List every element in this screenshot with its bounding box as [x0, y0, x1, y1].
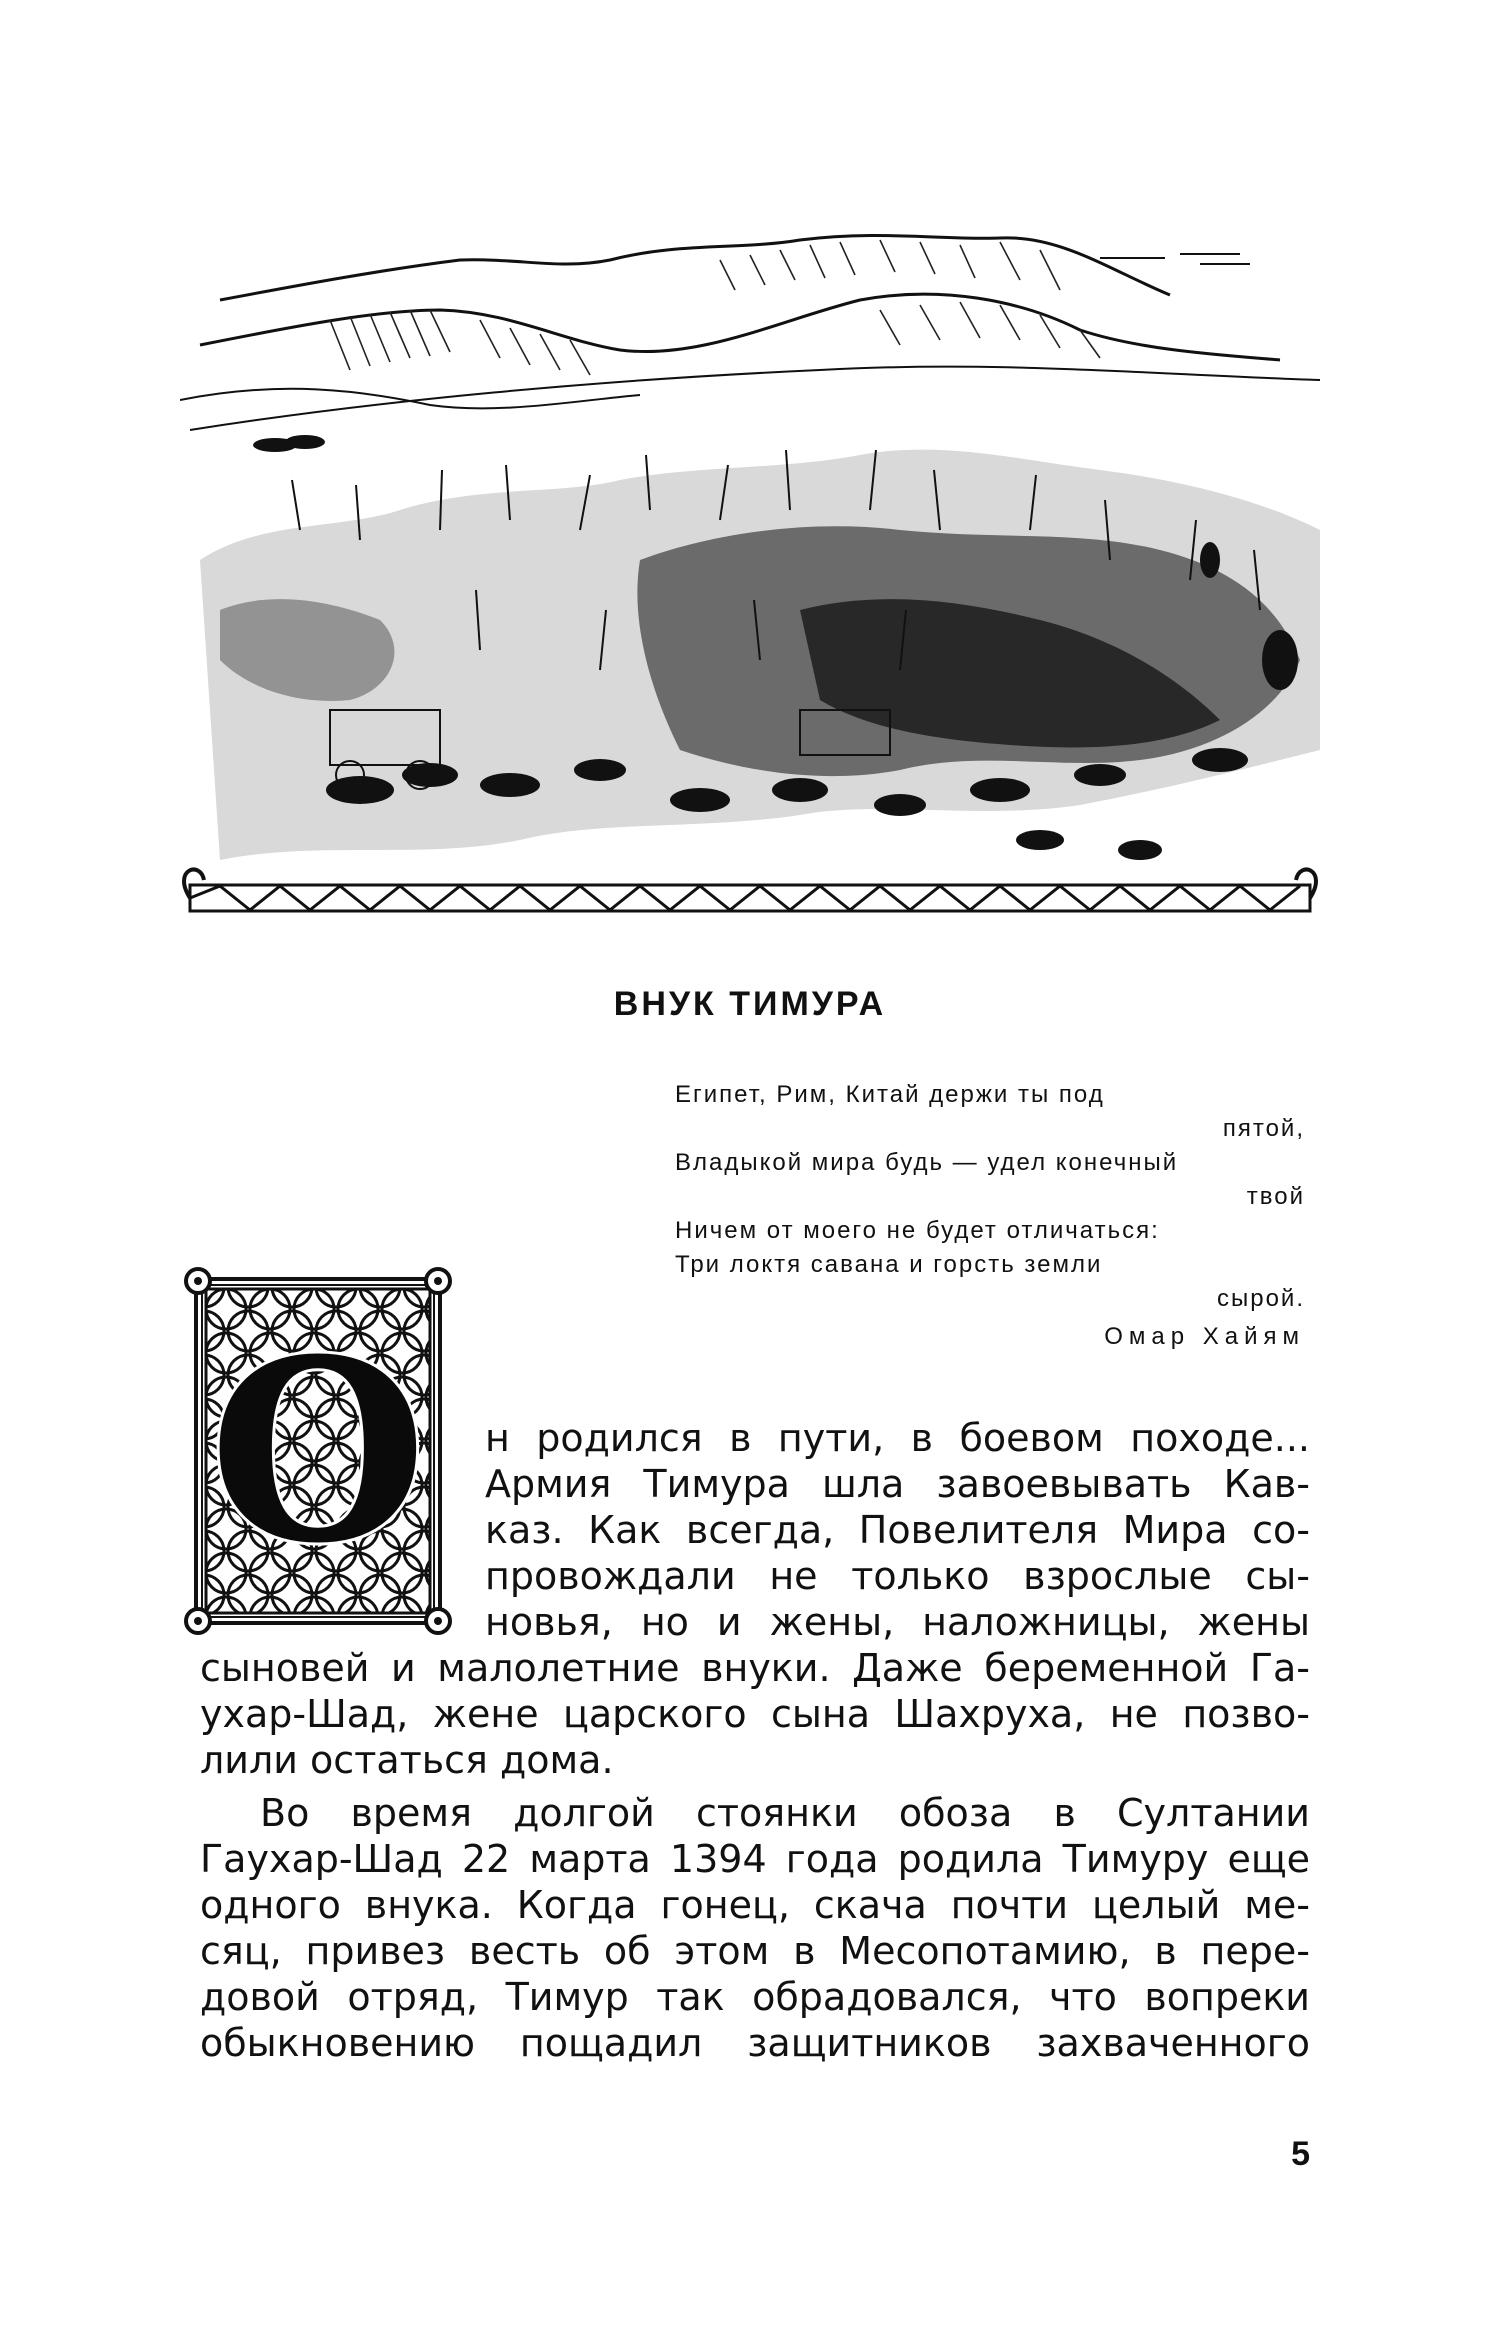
mountain-ridge-mid: [200, 294, 1280, 360]
epigraph-line: сырой.: [1216, 1285, 1305, 1312]
body-line: каз. Как всегда, Повелителя Мира со-: [485, 1508, 1310, 1552]
body-line: одного внука. Когда гонец, скача почти целый ме-: [200, 1883, 1310, 1927]
chapter-title: ВНУК ТИМУРА: [613, 985, 887, 1023]
epigraph: [675, 1078, 1305, 1354]
body-line: ухар-Шад, жене царского сына Шахруха, не позво-: [200, 1692, 1310, 1736]
page-number: 5: [1291, 2135, 1310, 2173]
epigraph-line: Ничем от моего не будет отличаться:: [675, 1217, 1160, 1244]
paragraph-start-line: Во время долгой стоянки обоза в Султании: [260, 1791, 1310, 1835]
mountain-ridge-front: [180, 389, 640, 409]
drop-cap-letter: О: [209, 1304, 427, 1598]
epigraph-author: Омар Хайям: [1104, 1323, 1305, 1350]
slope-hatching: [330, 240, 1100, 375]
body-line: провождали не только взрослые сы-: [485, 1554, 1310, 1598]
ornamental-border: [184, 870, 1316, 911]
sky-dashes: [1100, 254, 1250, 264]
body-line: сяц, привез весть об этом в Месопотамию, в пере-: [200, 1929, 1310, 1973]
body-line: Армия Тимура шла завоевывать Кав-: [485, 1462, 1310, 1506]
epigraph-line: Египет, Рим, Китай держи ты под: [675, 1081, 1105, 1108]
body-line: обыкновению пощадил защитников захваченного: [200, 2021, 1310, 2065]
epigraph-line: Владыкой мира будь — удел конечный: [675, 1149, 1179, 1176]
body-line: лили остаться дома.: [200, 1738, 614, 1782]
body-line: довой отряд, Тимур так обрадовался, что вопреки: [200, 1975, 1310, 2019]
epigraph-line: Три локтя савана и горсть земли: [675, 1251, 1103, 1278]
epigraph-line: пятой,: [1222, 1115, 1305, 1142]
body-line: новья, но и жены, наложницы, жены: [485, 1600, 1310, 1644]
drop-cap: [182, 1265, 454, 1637]
body-line: н родился в пути, в боевом походе...: [485, 1416, 1310, 1460]
epigraph-line: твой: [1246, 1183, 1305, 1210]
valley-line: [190, 367, 1320, 430]
header-illustration: [180, 230, 1330, 920]
mountain-ridge-back: [220, 235, 1170, 300]
body-line: сыновей и малолетние внуки. Даже беременной Га-: [200, 1646, 1310, 1690]
body-line: Гаухар-Шад 22 марта 1394 года родила Тимуру еще: [200, 1837, 1310, 1881]
